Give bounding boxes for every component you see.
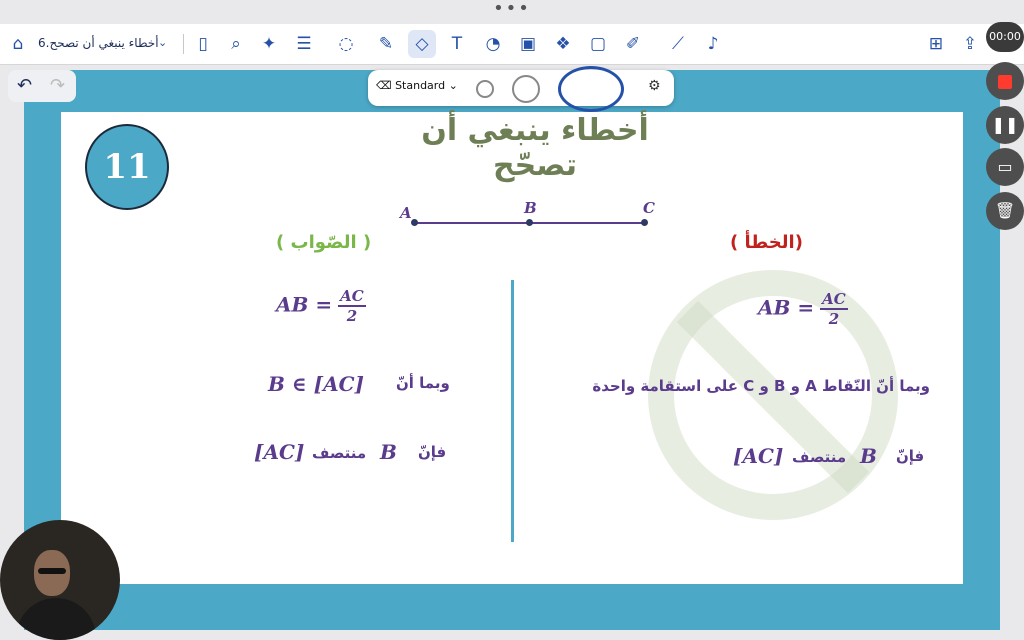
- window-handle[interactable]: •••: [493, 0, 531, 19]
- undo-redo-group: [8, 70, 76, 102]
- mic-icon[interactable]: ♪: [707, 34, 719, 54]
- lasso-icon[interactable]: ◌: [338, 34, 354, 54]
- correct-line2-math: B ∈ [AC]: [268, 372, 364, 396]
- slide-title: أخطاء ينبغي أن تصحّح: [421, 113, 649, 183]
- point-a-dot: [411, 219, 418, 226]
- eraser-options-popover: [368, 70, 674, 106]
- point-a-label: A: [400, 204, 412, 222]
- fraction-numerator: AC: [340, 287, 364, 305]
- search-icon[interactable]: ⌕: [231, 34, 241, 54]
- eraser-mode-select[interactable]: ⌫ Standard ⌄: [376, 79, 458, 92]
- home-icon[interactable]: ⌂: [12, 34, 24, 54]
- person-torso: [16, 598, 96, 640]
- document-title[interactable]: أخطاء ينبغي أن تصحح.6: [38, 36, 159, 50]
- glasses: [38, 568, 66, 574]
- column-divider: [511, 280, 514, 542]
- stop-recording-button[interactable]: [986, 62, 1024, 100]
- wrong-line3-segment: [AC]: [733, 444, 784, 468]
- sticky-note-icon[interactable]: ▢: [589, 34, 607, 54]
- redo-icon[interactable]: ↷: [50, 75, 66, 96]
- toolbar: [0, 24, 1024, 65]
- equation-lhs: AB =: [276, 292, 333, 317]
- sidebar-icon[interactable]: ▯: [198, 34, 208, 54]
- wrong-line3-b: B: [860, 444, 877, 468]
- point-c-label: C: [643, 199, 655, 217]
- ruler-icon[interactable]: ⟋: [672, 34, 684, 54]
- correct-line3-b: B: [380, 440, 397, 464]
- camera-toggle-button[interactable]: [986, 148, 1024, 186]
- correct-line2-text: وبما أنّ: [396, 374, 450, 392]
- wrong-line2: وبما أنّ النّقاط A و B و C على استقامة واحدة: [592, 377, 930, 395]
- sparkle-icon[interactable]: ✦: [261, 34, 277, 54]
- trash-icon: 🗑: [994, 201, 1016, 220]
- eraser-icon: ⌫: [376, 79, 396, 92]
- pen-icon[interactable]: ✎: [378, 34, 394, 54]
- highlighter-icon[interactable]: ✐: [625, 34, 641, 54]
- correct-equation: [276, 287, 366, 325]
- wrong-line3-mid: منتصف: [792, 448, 847, 466]
- size-medium-option[interactable]: [512, 75, 540, 103]
- slide-number: 11: [85, 124, 169, 210]
- stop-icon: [998, 75, 1012, 89]
- correct-heading: ( الصّواب ): [276, 232, 372, 253]
- elements-icon[interactable]: ❖: [555, 34, 571, 54]
- correct-line3-mid: منتصف: [312, 444, 367, 462]
- point-b-label: B: [524, 199, 537, 217]
- fraction-denominator: 2: [828, 310, 840, 328]
- document-icon[interactable]: ☰: [296, 34, 312, 54]
- fraction: [820, 290, 848, 328]
- chevron-down-icon[interactable]: ⌄: [158, 36, 168, 49]
- add-page-icon[interactable]: ⊞: [928, 34, 944, 54]
- textbox-icon[interactable]: T: [451, 34, 463, 54]
- size-small-option[interactable]: [476, 80, 494, 98]
- size-large-option[interactable]: [558, 66, 624, 112]
- fraction-denominator: 2: [346, 307, 358, 325]
- undo-icon[interactable]: ↶: [17, 75, 33, 96]
- eraser-icon[interactable]: ◇: [408, 30, 436, 58]
- point-b-dot: [526, 219, 533, 226]
- wrong-heading: (الخطأ ): [730, 232, 803, 253]
- camera-icon: ▭: [997, 157, 1013, 176]
- pause-icon: ❚❚: [991, 115, 1019, 134]
- correct-line3-start: فإنّ: [418, 443, 447, 461]
- fraction: [338, 287, 366, 325]
- delete-recording-button[interactable]: [986, 192, 1024, 230]
- recording-timer: 00:00: [986, 22, 1024, 52]
- webcam-overlay[interactable]: [0, 520, 120, 640]
- correct-line3-segment: [AC]: [254, 440, 305, 464]
- shape-icon[interactable]: ◔: [485, 34, 501, 54]
- toolbar-divider: [183, 34, 184, 54]
- wrong-line3-start: فإنّ: [896, 447, 925, 465]
- image-icon[interactable]: ▣: [519, 34, 537, 54]
- wrong-equation: [758, 290, 848, 328]
- equation-lhs: AB =: [758, 295, 815, 320]
- share-icon[interactable]: ⇪: [962, 34, 978, 54]
- fraction-numerator: AC: [822, 290, 846, 308]
- pause-recording-button[interactable]: [986, 106, 1024, 144]
- point-c-dot: [641, 219, 648, 226]
- settings-sliders-icon[interactable]: ⚙: [648, 78, 661, 94]
